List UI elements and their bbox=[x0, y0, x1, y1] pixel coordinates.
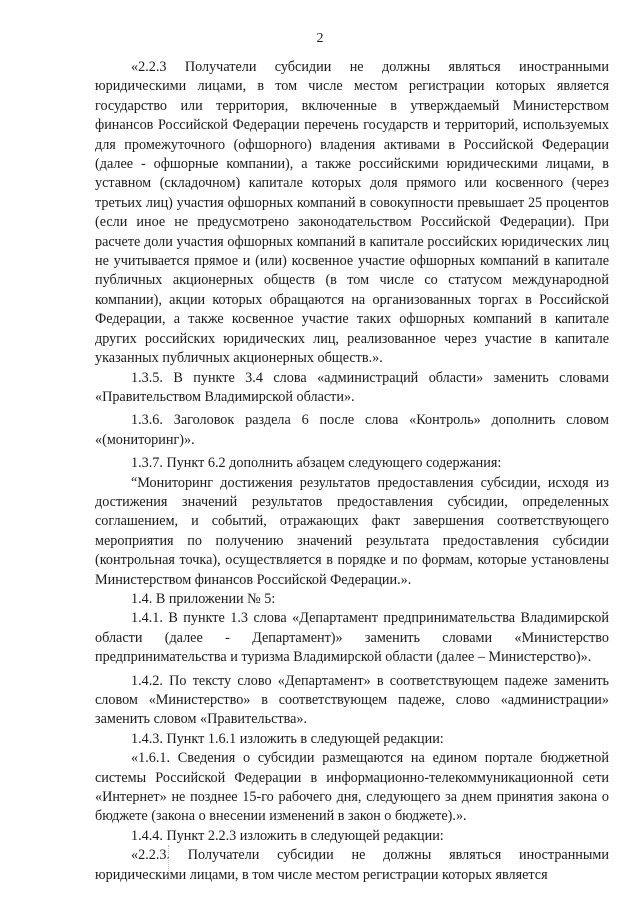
paragraph-1-4-4: 1.4.4. Пункт 2.2.3 изложить в следующей редакции: bbox=[131, 827, 444, 844]
paragraph-2-2-3-quote: «2.2.3 Получатели субсидии не должны являться иностранными юридическими лицами, в том числе местом регистрации которых является государство или территория, включенные в утверждаемый Министерством финансов Российской Федерации перечень государств и территорий, используемых для промежуточного (офшорного) владения активами в Российской Федерации (далее - офшорные компании), а также российскими юридическими лицами, в уставном (складочном) капитале которых доля прямого или косвенного (через третьих лиц) участия офшорных компаний в совокупности превышает 25 процентов (если иное не предусмотрено законодательством Российской Федерации). При расчете доли участия офшорных компаний в капитале российских юридических лиц не учитывается прямое и (или) косвенное участие офшорных компаний в капитале публичных акционерных обществ (в том числе со статусом международной компании), акции которых обращаются на организованных торгах в Российской Федерации, а также косвенное участие таких офшорных компаний в капитале других российских юридических лиц, реализованное через участие в капитале указанных публичных акционерных обществ.». bbox=[95, 59, 609, 367]
paragraph-1-3-7: 1.3.7. Пункт 6.2 дополнить абзацем следующего содержания: bbox=[131, 455, 502, 472]
paragraph-1-4-3: 1.4.3. Пункт 1.6.1 изложить в следующей редакции: bbox=[131, 730, 444, 747]
page-number: 2 bbox=[316, 31, 324, 46]
paragraph-1-6-1-quote: «1.6.1. Сведения о субсидии размещаются на едином портале бюджетной системы Российской Федерации в информационно-телекоммуникационной сети «Интернет» не позднее 15-го рабочего дня, следующего за днем принятия закона о бюджете (закона о внесении изменений в закон о бюджете).». bbox=[95, 750, 609, 825]
paragraph-1-4: 1.4. В приложении № 5: bbox=[131, 590, 276, 607]
paragraph-monitoring-quote: “Мониторинг достижения результатов предоставления субсидии, исходя из достижения значений результатов предоставления субсидии, определенных соглашением, и событий, отражающих факт завершения соответствующего мероприятия по получению значений результата предоставления субсидии (контрольная точка), осуществляется в порядке и по формам, которые установлены Министерством финансов Российской Федерации.». bbox=[95, 474, 609, 588]
scan-artifact bbox=[168, 845, 171, 875]
paragraph-1-4-1: 1.4.1. В пункте 1.3 слова «Департамент предпринимательства Владимирской области (далее - Департамент)» заменить словами «Министерство предпринимательства и туризма Владимирской области (далее – Министерство)». bbox=[95, 610, 609, 666]
paragraph-1-3-5: 1.3.5. В пункте 3.4 слова «администраций области» заменить словами «Правительством Владимирской области». bbox=[95, 369, 609, 405]
document-body bbox=[95, 58, 609, 885]
paragraph-1-4-2: 1.4.2. По тексту слово «Департамент» в соответствующем падеже заменить словом «Министерство» в соответствующем падеже, слово «администрации» заменить словом «Правительства». bbox=[95, 672, 609, 728]
paragraph-1-3-6: 1.3.6. Заголовок раздела 6 после слова «Контроль» дополнить словом «(мониторинг)». bbox=[95, 412, 609, 448]
paragraph-2-2-3-new-quote: «2.2.3. Получатели субсидии не должны являться иностранными юридическими лицами, в том числе местом регистрации которых является bbox=[95, 847, 609, 883]
